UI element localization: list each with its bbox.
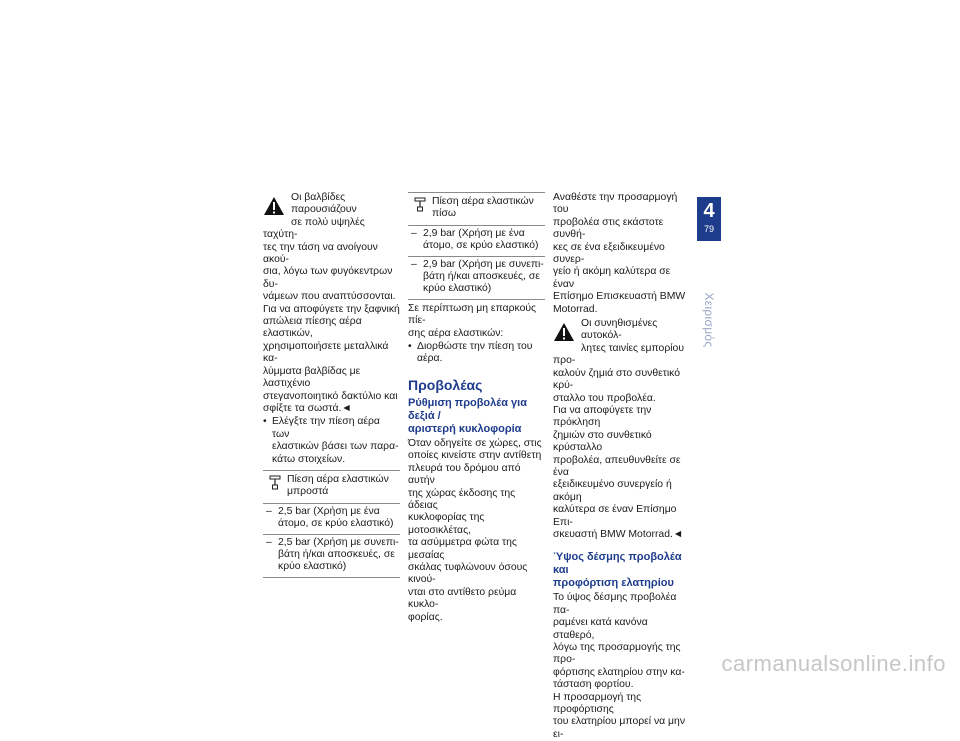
front-tire-pressure-table	[263, 470, 400, 578]
warning-line: σκευαστή BMW Motorrad.◄	[553, 528, 684, 540]
bullet-dot: •	[263, 416, 267, 428]
warning-icon	[263, 196, 285, 216]
subsection-heading	[408, 397, 545, 436]
table-cell-line: κρύο ελαστικό)	[423, 283, 492, 295]
table-cell-line: άτομο, σε κρύο ελαστικό)	[278, 518, 394, 530]
table-cell-line: άτομο, σε κρύο ελαστικό)	[423, 240, 539, 252]
bullet-line: Διορθώστε την πίεση του αέρα.	[417, 341, 533, 365]
table-row: – 2,5 bar (Χρήση με συνεπι- βάτη ή/και αποσκευές, σε κρύο ελαστικό)	[263, 535, 400, 578]
table-row: – 2,9 bar (Χρήση με ένα άτομο, σε κρύο ελαστικό)	[408, 226, 545, 257]
warning-line: προβολέα, απευθυνθείτε σε ένα	[553, 454, 681, 478]
warning-line: τες την τάση να ανοίγουν ακού-	[263, 241, 378, 266]
chapter-tab	[697, 197, 721, 241]
body-line: προβολέα στις εκάστοτε συνθή-	[553, 216, 664, 241]
body-line: φόρτισης ελατηρίου στην κα-	[553, 666, 685, 678]
body-line: γείο ή ακόμη καλύτερα σε έναν	[553, 266, 671, 290]
table-row: – 2,9 bar (Χρήση με συνεπι- βάτη ή/και αποσκευές, σε κρύο ελαστικό)	[408, 257, 545, 300]
body-line: Motorrad.	[553, 303, 598, 315]
table-header-line: Πίεση αέρα ελαστικών	[287, 473, 389, 485]
warning-line: Για να αποφύγετε την πρόκληση	[553, 404, 652, 429]
subsection-heading	[553, 551, 690, 590]
subheading-line: προφόρτιση ελατηρίου	[553, 577, 674, 590]
table-cell-line: 2,9 bar (Χρήση με συνεπι-	[423, 258, 544, 270]
bullet-line: Ελέγξτε την πίεση αέρα των	[272, 416, 380, 440]
body-line: Αναθέστε την προσαρμογή του	[553, 192, 678, 216]
warning-line: νάμεων που αναπτύσσονται.	[263, 291, 396, 303]
table-cell-line: 2,9 bar (Χρήση με ένα	[423, 227, 525, 239]
warning-line: Για να αποφύγετε την ξαφνική	[263, 303, 400, 315]
column-1	[263, 192, 400, 581]
column-2	[408, 192, 545, 624]
rear-tire-pressure-table	[408, 192, 545, 300]
bullet-check-pressure	[263, 416, 400, 466]
bullet-dot: •	[408, 341, 412, 353]
subheading-line: αριστερή κυκλοφορία	[408, 422, 522, 435]
valve-warning	[263, 192, 400, 415]
body-line: τάσταση φορτίου.	[553, 679, 634, 691]
warning-line: ζημιών στο συνθετικό κρύσταλλο	[553, 429, 652, 454]
warning-line: σια, λόγω των φυγόκεντρων δυ-	[263, 266, 393, 290]
table-header-line: πίσω	[432, 208, 457, 220]
warning-line: σταλλο του προβολέα.	[553, 392, 656, 404]
body-line: Σε περίπτωση μη επαρκούς πίε-	[408, 302, 537, 327]
body-line: κυκλοφορίας της μοτοσικλέτας,	[408, 512, 485, 536]
warning-line: απώλεια πίεσης αέρα ελαστικών,	[263, 316, 362, 340]
chapter-number: 4	[703, 200, 715, 222]
table-cell-line: 2,5 bar (Χρήση με ένα	[278, 505, 380, 517]
body-line: τα ασύμμετρα φώτα της μεσαίας	[408, 537, 517, 561]
subheading-line: Ύψος δέσμης προβολέα και	[553, 551, 682, 577]
body-line: της χώρας έκδοσης της άδειας	[408, 487, 516, 511]
body-line: σης αέρα ελαστικών:	[408, 327, 504, 339]
warning-line: σφίξτε τα σωστά.◄	[263, 402, 352, 414]
table-header	[263, 471, 400, 504]
table-header-line: Πίεση αέρα ελαστικών	[432, 196, 534, 207]
table-cell-line: κρύο ελαστικό)	[278, 561, 347, 573]
body-line: του ελατηρίου μπορεί να μην ει-	[553, 716, 686, 740]
watermark: carmanualsonline.info	[721, 651, 946, 676]
body-line: κες σε ένα εξειδικευμένο συνερ-	[553, 241, 665, 266]
body-line: Το ύψος δέσμης προβολέα πα-	[553, 592, 677, 616]
warning-line: στεγανοποιητικό δακτύλιο και	[263, 390, 398, 402]
warning-line: καλύτερα σε έναν Επίσημο Επι-	[553, 504, 677, 528]
body-line: σκάλας τυφλώνουν όσους κινού-	[408, 561, 528, 586]
warning-line: Οι βαλβίδες παρουσιάζουν	[291, 192, 357, 216]
body-line: φορίας.	[408, 611, 443, 623]
body-line: λόγω της προσαρμογής της προ-	[553, 642, 681, 666]
body-line: Επίσημο Επισκευαστή BMW	[553, 291, 686, 303]
warning-line: καλούν ζημιά στο συνθετικό κρύ-	[553, 367, 681, 392]
chapter-title: Χειρισμός	[702, 292, 716, 348]
warning-line: λύμματα βαλβίδας με λαστιχένιο	[263, 365, 361, 390]
body-line: οποίες κινείστε στην αντίθετη	[408, 450, 542, 462]
table-cell-line: βάτη ή/και αποσκευές, σε	[423, 271, 540, 283]
warning-line: σε πολύ υψηλές ταχύτη-	[263, 216, 365, 241]
warning-icon	[553, 322, 575, 342]
bullet-correct-pressure	[408, 341, 545, 366]
warning-line: χρησιμοποιήσετε μεταλλικά κα-	[263, 340, 389, 365]
table-header-line: μπροστά	[287, 486, 329, 498]
bullet-line: ελαστικών βάσει των παρα-	[272, 441, 399, 453]
body-line: πλευρά του δρόμου από αυτήν	[408, 462, 521, 487]
warning-line: εξειδικευμένο συνεργείο ή ακόμη	[553, 479, 672, 503]
table-cell-line: βάτη ή/και αποσκευές, σε	[278, 548, 395, 560]
bullet-line: κάτω στοιχείων.	[272, 453, 346, 465]
page-number: 79	[703, 224, 714, 234]
body-line: νται στο αντίθετο ρεύμα κυκλο-	[408, 586, 517, 611]
warning-line: λητες ταινίες εμπορίου προ-	[553, 342, 685, 367]
column-3	[553, 192, 690, 741]
subheading-line: Ρύθμιση προβολέα για δεξιά /	[408, 396, 527, 422]
body-line: Η προσαρμογή της προφόρτισης	[553, 691, 642, 716]
warning-line: Οι συνηθισμένες αυτοκόλ-	[581, 318, 658, 342]
table-cell-line: 2,5 bar (Χρήση με συνεπι-	[278, 536, 399, 548]
headlight-warning	[553, 318, 690, 541]
table-row: – 2,5 bar (Χρήση με ένα άτομο, σε κρύο ελαστικό)	[263, 504, 400, 535]
body-line: ραμένει κατά κανόνα σταθερό,	[553, 617, 648, 641]
chapter-side-label	[698, 290, 720, 350]
tire-pressure-icon	[414, 197, 426, 213]
section-heading: Προβολέας	[408, 376, 483, 393]
tire-pressure-icon	[269, 475, 281, 491]
table-header	[408, 193, 545, 226]
body-line: Όταν οδηγείτε σε χώρες, στις	[408, 437, 542, 449]
